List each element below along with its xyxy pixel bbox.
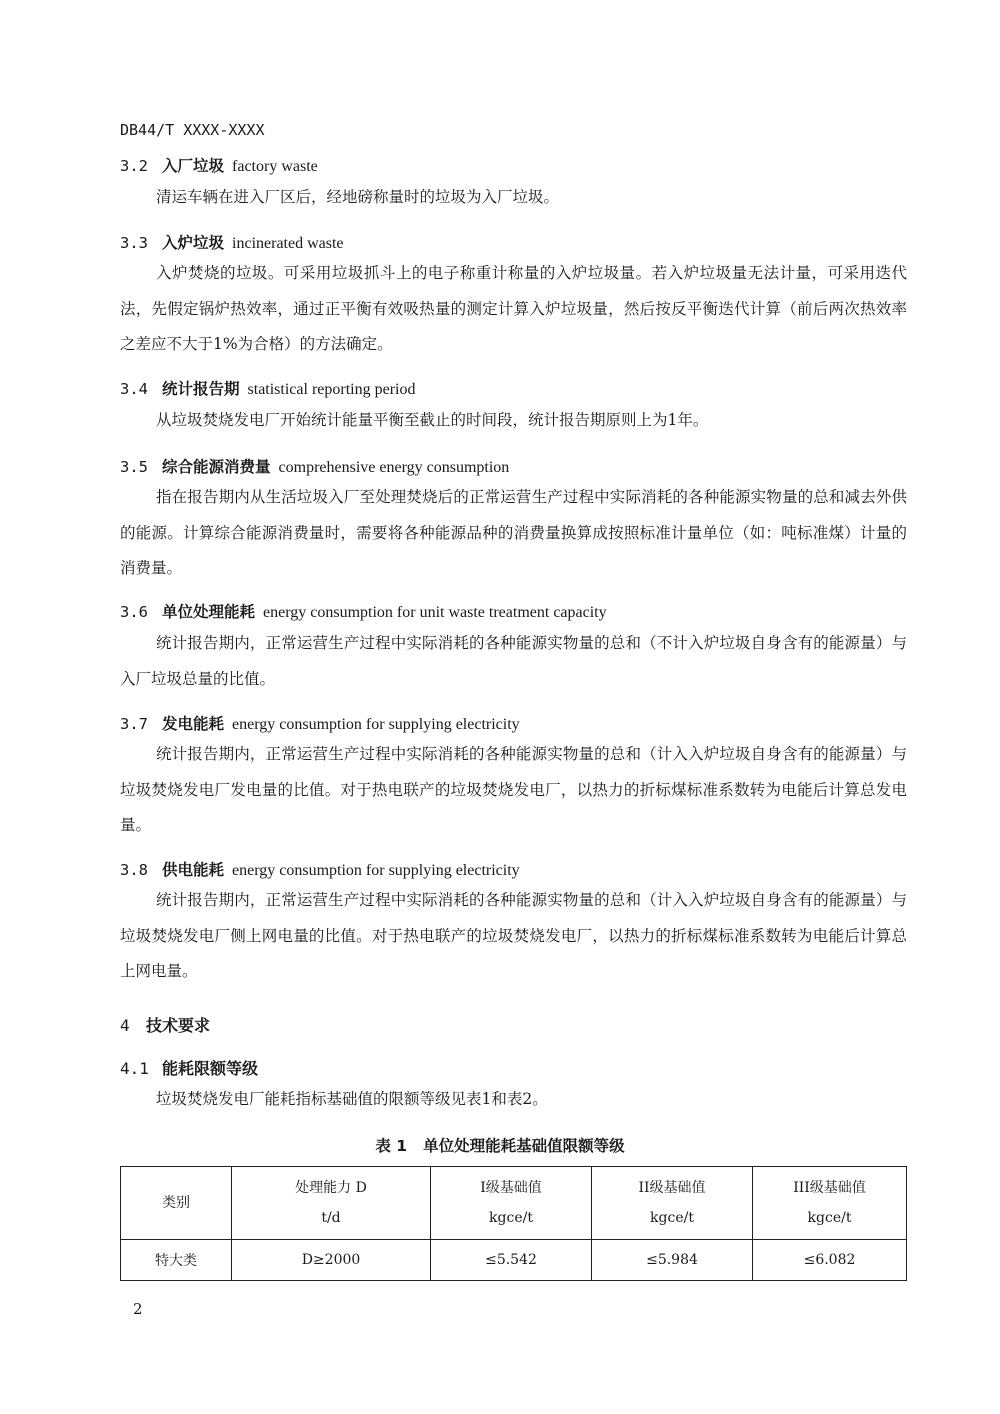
table-cell: ≤5.984: [592, 1240, 753, 1281]
section-heading-3-3: [120, 231, 344, 253]
section-heading-3-7: [120, 712, 520, 734]
section-body-4-1: 垃圾焚烧发电厂能耗指标基础值的限额等级见表1和表2。: [156, 1090, 548, 1108]
table-cell: D≥2000: [232, 1240, 431, 1281]
section-body-3-6: 统计报告期内，正常运营生产过程中实际消耗的各种能源实物量的总和（不计入炉垃圾自身含有的能源量）与入厂垃圾总量的比值。: [120, 634, 907, 688]
section-heading-4-1: [120, 1056, 258, 1079]
section-title-zh: 入炉垃圾: [162, 234, 225, 252]
document-code: DB44/T XXXX-XXXX: [120, 121, 265, 139]
section-body-3-4: 从垃圾焚烧发电厂开始统计能量平衡至截止的时间段，统计报告期原则上为1年。: [156, 411, 709, 429]
table-caption: [0, 1134, 1000, 1156]
table-cell: ≤5.542: [431, 1240, 592, 1281]
section-title: 技术要求: [146, 1016, 211, 1035]
header-cell-capacity: 处理能力 D t/d: [232, 1167, 431, 1240]
section-number: 4: [120, 1016, 130, 1035]
section-title-zh: 综合能源消费量: [162, 458, 271, 476]
header-cell-level-3: III级基础值 kgce/t: [753, 1167, 907, 1240]
section-title-zh: 发电能耗: [162, 715, 225, 733]
section-title: 能耗限额等级: [162, 1059, 259, 1078]
header-cell-category: 类别: [121, 1167, 232, 1240]
section-title-zh: 入厂垃圾: [162, 157, 225, 175]
section-number: 3.4: [120, 380, 148, 398]
table-header-row: [121, 1167, 907, 1240]
section-body-3-5: 指在报告期内从生活垃圾入厂至处理焚烧后的正常运营生产过程中实际消耗的各种能源实物量的总和减去外供的能源。计算综合能源消费量时，需要将各种能源品种的消费量换算成按照标准计量单位（如：吨标准煤）计量的消费量。: [120, 488, 907, 577]
section-number: 4.1: [120, 1059, 149, 1078]
section-title-en: energy consumption for supplying electricity: [232, 716, 520, 733]
section-heading-4: [120, 1013, 210, 1036]
table-cell: 特大类: [121, 1240, 232, 1281]
section-number: 3.7: [120, 715, 148, 733]
section-title-zh: 供电能耗: [162, 861, 225, 879]
section-title-zh: 单位处理能耗: [162, 603, 256, 621]
table-cell: ≤6.082: [753, 1240, 907, 1281]
section-number: 3.5: [120, 458, 148, 476]
section-heading-3-8: [120, 858, 520, 880]
section-heading-3-4: [120, 377, 415, 399]
section-body-3-2: 清运车辆在进入厂区后，经地磅称量时的垃圾为入厂垃圾。: [156, 188, 560, 206]
section-body-3-8: 统计报告期内，正常运营生产过程中实际消耗的各种能源实物量的总和（计入入炉垃圾自身含有的能源量）与垃圾焚烧发电厂侧上网电量的比值。对于热电联产的垃圾焚烧发电厂，以热力的折标煤标准系数转为电能后计算总上网电量。: [120, 891, 907, 980]
section-number: 3.6: [120, 603, 148, 621]
section-heading-3-5: [120, 455, 509, 477]
table-label: 表 1: [375, 1137, 408, 1155]
header-cell-level-2: II级基础值 kgce/t: [592, 1167, 753, 1240]
energy-limit-table: [120, 1166, 907, 1281]
table-title: 单位处理能耗基础值限额等级: [423, 1137, 625, 1155]
section-body-3-7: 统计报告期内，正常运营生产过程中实际消耗的各种能源实物量的总和（计入入炉垃圾自身含有的能源量）与垃圾焚烧发电厂发电量的比值。对于热电联产的垃圾焚烧发电厂，以热力的折标煤标准系数转为电能后计算总发电量。: [120, 745, 907, 834]
header-cell-level-1: I级基础值 kgce/t: [431, 1167, 592, 1240]
section-heading-3-2: [120, 154, 318, 176]
section-title-en: incinerated waste: [232, 235, 344, 252]
page-number: 2: [133, 1300, 143, 1318]
section-number: 3.2: [120, 157, 148, 175]
section-title-en: comprehensive energy consumption: [278, 459, 510, 476]
section-heading-3-6: [120, 600, 607, 622]
section-title-en: factory waste: [232, 158, 318, 175]
section-title-en: energy consumption for supplying electricity: [232, 862, 520, 879]
section-title-en: statistical reporting period: [247, 381, 416, 398]
table-row: [121, 1240, 907, 1281]
section-number: 3.3: [120, 234, 148, 252]
section-title-en: energy consumption for unit waste treatment capacity: [263, 604, 607, 621]
section-title-zh: 统计报告期: [162, 380, 240, 398]
section-number: 3.8: [120, 861, 148, 879]
section-body-3-3: 入炉焚烧的垃圾。可采用垃圾抓斗上的电子称重计称量的入炉垃圾量。若入炉垃圾量无法计量，可采用迭代法，先假定锅炉热效率，通过正平衡有效吸热量的测定计算入炉垃圾量，然后按反平衡迭代计算（前后两次热效率之差应不大于1%为合格）的方法确定。: [120, 264, 907, 353]
